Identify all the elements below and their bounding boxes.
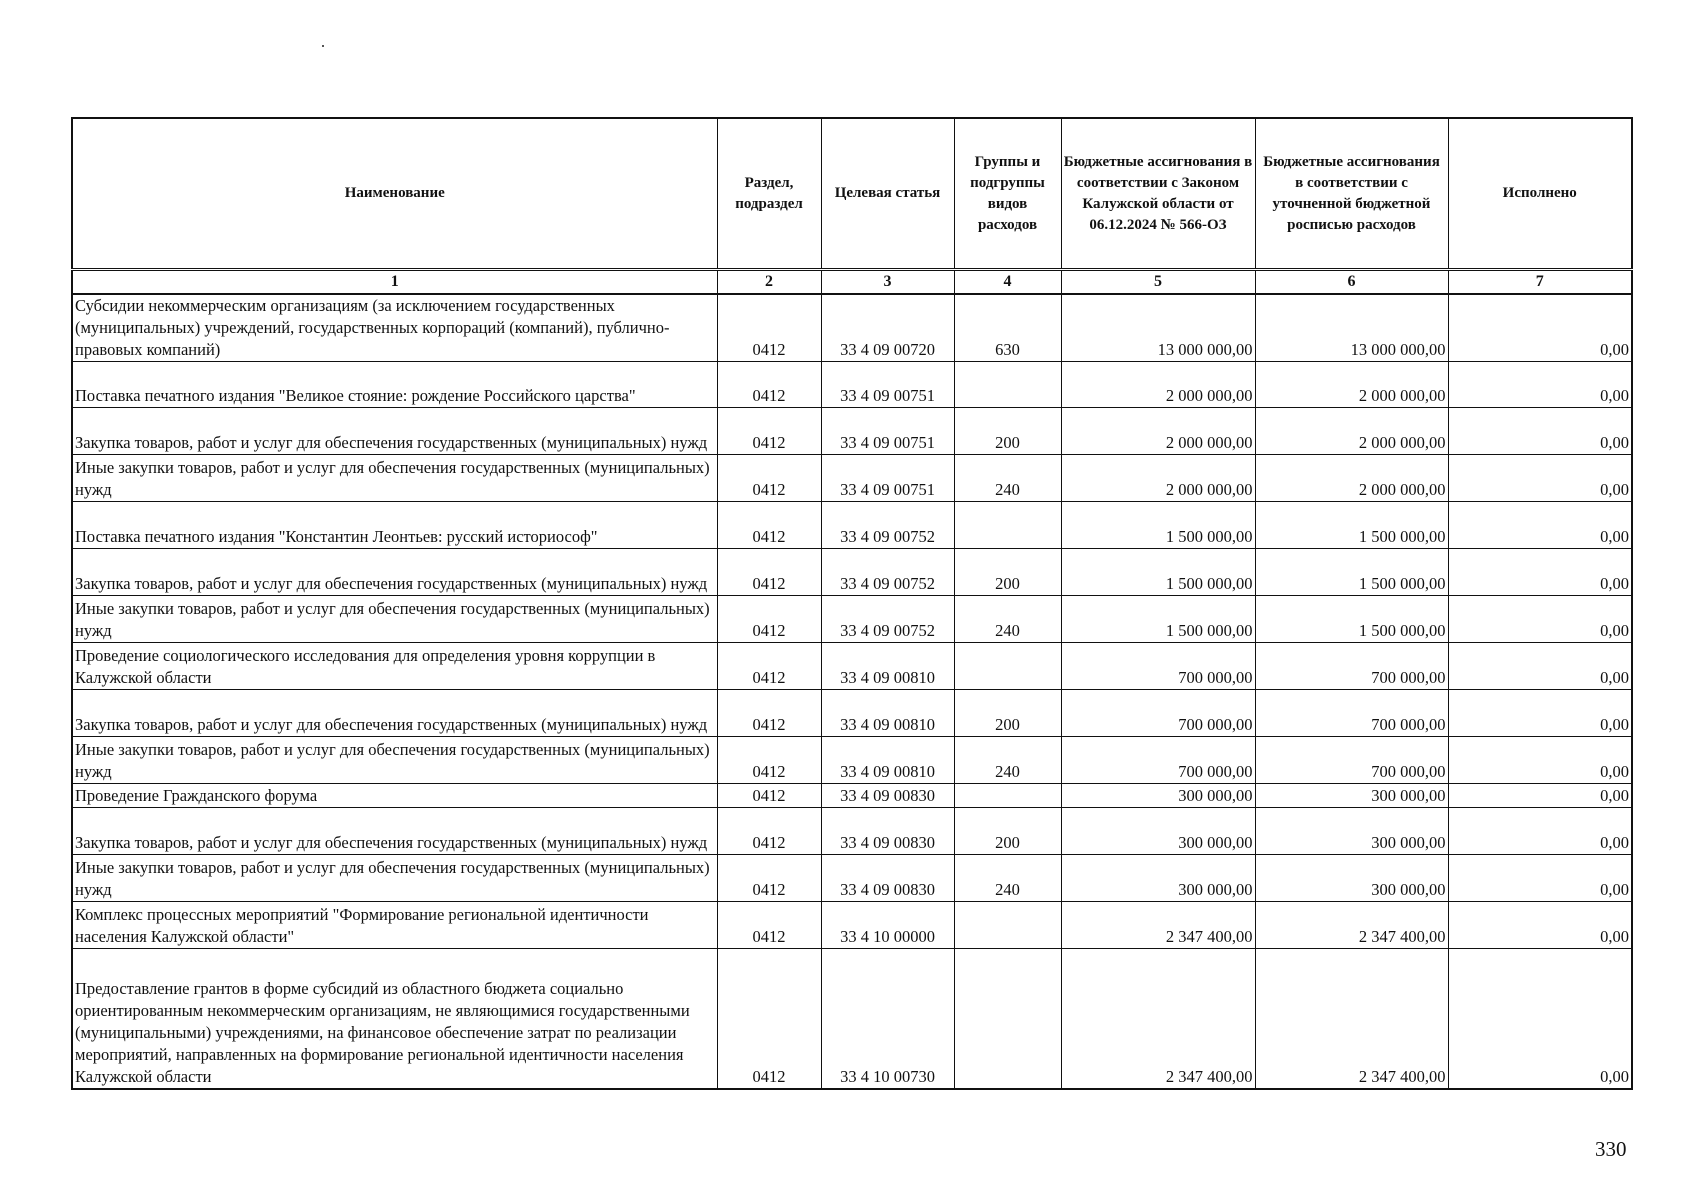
row-name: Предоставление грантов в форме субсидий из областного бюджета социально ориентированным некоммерческим организациям, не являющимися государственными (муниципальными) учреждениями, на финансовое обеспечение затрат по реализации мероприятий, направленных на формирование региональной идентичности населения Калужской области: [72, 949, 717, 1089]
row-target-article: 33 4 10 00730: [821, 949, 954, 1089]
column-number-row: [72, 270, 1632, 295]
row-refined-amount: 2 000 000,00: [1255, 408, 1448, 455]
row-expense-group: [954, 949, 1061, 1089]
row-target-article: 33 4 09 00752: [821, 502, 954, 549]
row-section: 0412: [717, 596, 821, 643]
row-refined-amount: 2 000 000,00: [1255, 362, 1448, 408]
row-name: Поставка печатного издания "Константин Леонтьев: русский историософ": [72, 502, 717, 549]
row-law-amount: 700 000,00: [1061, 643, 1255, 690]
row-expense-group: 200: [954, 549, 1061, 596]
row-target-article: 33 4 09 00752: [821, 549, 954, 596]
table-row: [72, 737, 1632, 784]
row-target-article: 33 4 09 00810: [821, 737, 954, 784]
row-executed-amount: 0,00: [1448, 362, 1632, 408]
row-target-article: 33 4 09 00720: [821, 294, 954, 362]
row-law-amount: 2 000 000,00: [1061, 408, 1255, 455]
row-law-amount: 1 500 000,00: [1061, 549, 1255, 596]
budget-sheet: [71, 117, 1631, 1090]
row-law-amount: 300 000,00: [1061, 784, 1255, 808]
row-target-article: 33 4 09 00751: [821, 408, 954, 455]
row-target-article: 33 4 10 00000: [821, 902, 954, 949]
row-name: Закупка товаров, работ и услуг для обеспечения государственных (муниципальных) нужд: [72, 690, 717, 737]
row-executed-amount: 0,00: [1448, 690, 1632, 737]
row-refined-amount: 700 000,00: [1255, 690, 1448, 737]
row-target-article: 33 4 09 00830: [821, 855, 954, 902]
table-row: [72, 294, 1632, 362]
column-number: 7: [1448, 270, 1632, 295]
table-row: [72, 408, 1632, 455]
row-target-article: 33 4 09 00751: [821, 362, 954, 408]
row-target-article: 33 4 09 00830: [821, 784, 954, 808]
column-number: 4: [954, 270, 1061, 295]
row-refined-amount: 13 000 000,00: [1255, 294, 1448, 362]
header-refined-allocations: Бюджетные ассигнования в соответствии с уточненной бюджетной росписью расходов: [1255, 118, 1448, 270]
scan-speck: [322, 45, 324, 47]
row-refined-amount: 300 000,00: [1255, 855, 1448, 902]
row-expense-group: 200: [954, 808, 1061, 855]
row-law-amount: 2 000 000,00: [1061, 362, 1255, 408]
column-number: 6: [1255, 270, 1448, 295]
row-executed-amount: 0,00: [1448, 808, 1632, 855]
row-refined-amount: 300 000,00: [1255, 784, 1448, 808]
row-target-article: 33 4 09 00830: [821, 808, 954, 855]
table-row: [72, 855, 1632, 902]
row-executed-amount: 0,00: [1448, 408, 1632, 455]
table-row: [72, 784, 1632, 808]
row-refined-amount: 700 000,00: [1255, 643, 1448, 690]
row-executed-amount: 0,00: [1448, 549, 1632, 596]
row-refined-amount: 700 000,00: [1255, 737, 1448, 784]
row-section: 0412: [717, 502, 821, 549]
table-row: [72, 902, 1632, 949]
row-executed-amount: 0,00: [1448, 784, 1632, 808]
header-law-allocations: Бюджетные ассигнования в соответствии с Законом Калужской области от 06.12.2024 № 566-ОЗ: [1061, 118, 1255, 270]
budget-execution-table: [71, 117, 1633, 1090]
row-expense-group: 200: [954, 690, 1061, 737]
row-expense-group: 630: [954, 294, 1061, 362]
row-section: 0412: [717, 737, 821, 784]
row-expense-group: 200: [954, 408, 1061, 455]
row-executed-amount: 0,00: [1448, 502, 1632, 549]
row-executed-amount: 0,00: [1448, 855, 1632, 902]
row-executed-amount: 0,00: [1448, 643, 1632, 690]
table-row: [72, 502, 1632, 549]
row-expense-group: 240: [954, 737, 1061, 784]
row-executed-amount: 0,00: [1448, 902, 1632, 949]
row-refined-amount: 1 500 000,00: [1255, 596, 1448, 643]
row-name: Комплекс процессных мероприятий "Формирование региональной идентичности населения Калужской области": [72, 902, 717, 949]
row-expense-group: [954, 784, 1061, 808]
header-name: Наименование: [72, 118, 717, 270]
table-row: [72, 455, 1632, 502]
row-executed-amount: 0,00: [1448, 294, 1632, 362]
row-name: Субсидии некоммерческим организациям (за исключением государственных (муниципальных) учреждений, государственных корпораций (компаний), публично-правовых компаний): [72, 294, 717, 362]
table-row: [72, 549, 1632, 596]
table-row: [72, 690, 1632, 737]
row-section: 0412: [717, 808, 821, 855]
row-law-amount: 2 000 000,00: [1061, 455, 1255, 502]
row-law-amount: 1 500 000,00: [1061, 596, 1255, 643]
row-name: Иные закупки товаров, работ и услуг для обеспечения государственных (муниципальных) нужд: [72, 855, 717, 902]
row-target-article: 33 4 09 00810: [821, 690, 954, 737]
header-executed: Исполнено: [1448, 118, 1632, 270]
table-row: [72, 949, 1632, 1089]
table-row: [72, 808, 1632, 855]
column-number: 1: [72, 270, 717, 295]
row-name: Иные закупки товаров, работ и услуг для обеспечения государственных (муниципальных) нужд: [72, 596, 717, 643]
row-law-amount: 300 000,00: [1061, 808, 1255, 855]
row-target-article: 33 4 09 00751: [821, 455, 954, 502]
row-expense-group: [954, 362, 1061, 408]
row-expense-group: 240: [954, 596, 1061, 643]
row-law-amount: 2 347 400,00: [1061, 949, 1255, 1089]
row-refined-amount: 1 500 000,00: [1255, 549, 1448, 596]
header-expense-group: Группы и подгруппы видов расходов: [954, 118, 1061, 270]
row-law-amount: 13 000 000,00: [1061, 294, 1255, 362]
column-number: 2: [717, 270, 821, 295]
row-law-amount: 1 500 000,00: [1061, 502, 1255, 549]
row-name: Поставка печатного издания "Великое стояние: рождение Российского царства": [72, 362, 717, 408]
table-row: [72, 362, 1632, 408]
page-number: 330: [1595, 1137, 1627, 1161]
row-name: Иные закупки товаров, работ и услуг для обеспечения государственных (муниципальных) нужд: [72, 455, 717, 502]
row-executed-amount: 0,00: [1448, 596, 1632, 643]
row-law-amount: 2 347 400,00: [1061, 902, 1255, 949]
row-section: 0412: [717, 784, 821, 808]
column-number: 5: [1061, 270, 1255, 295]
row-name: Проведение Гражданского форума: [72, 784, 717, 808]
row-target-article: 33 4 09 00810: [821, 643, 954, 690]
row-expense-group: 240: [954, 855, 1061, 902]
row-refined-amount: 2 000 000,00: [1255, 455, 1448, 502]
row-section: 0412: [717, 643, 821, 690]
row-law-amount: 700 000,00: [1061, 737, 1255, 784]
row-name: Иные закупки товаров, работ и услуг для обеспечения государственных (муниципальных) нужд: [72, 737, 717, 784]
row-executed-amount: 0,00: [1448, 737, 1632, 784]
row-section: 0412: [717, 949, 821, 1089]
column-number: 3: [821, 270, 954, 295]
row-expense-group: 240: [954, 455, 1061, 502]
row-refined-amount: 2 347 400,00: [1255, 949, 1448, 1089]
row-law-amount: 700 000,00: [1061, 690, 1255, 737]
row-name: Закупка товаров, работ и услуг для обеспечения государственных (муниципальных) нужд: [72, 549, 717, 596]
header-section: Раздел, подраздел: [717, 118, 821, 270]
row-target-article: 33 4 09 00752: [821, 596, 954, 643]
row-section: 0412: [717, 549, 821, 596]
header-target-article: Целевая статья: [821, 118, 954, 270]
row-expense-group: [954, 902, 1061, 949]
table-row: [72, 596, 1632, 643]
row-section: 0412: [717, 294, 821, 362]
row-refined-amount: 2 347 400,00: [1255, 902, 1448, 949]
header-row: [72, 118, 1632, 270]
row-refined-amount: 300 000,00: [1255, 808, 1448, 855]
table-row: [72, 643, 1632, 690]
row-expense-group: [954, 502, 1061, 549]
row-section: 0412: [717, 902, 821, 949]
row-refined-amount: 1 500 000,00: [1255, 502, 1448, 549]
row-law-amount: 300 000,00: [1061, 855, 1255, 902]
row-executed-amount: 0,00: [1448, 949, 1632, 1089]
row-name: Закупка товаров, работ и услуг для обеспечения государственных (муниципальных) нужд: [72, 808, 717, 855]
row-section: 0412: [717, 408, 821, 455]
row-executed-amount: 0,00: [1448, 455, 1632, 502]
row-section: 0412: [717, 690, 821, 737]
row-name: Закупка товаров, работ и услуг для обеспечения государственных (муниципальных) нужд: [72, 408, 717, 455]
row-section: 0412: [717, 855, 821, 902]
row-section: 0412: [717, 455, 821, 502]
row-name: Проведение социологического исследования для определения уровня коррупции в Калужской области: [72, 643, 717, 690]
row-section: 0412: [717, 362, 821, 408]
row-expense-group: [954, 643, 1061, 690]
